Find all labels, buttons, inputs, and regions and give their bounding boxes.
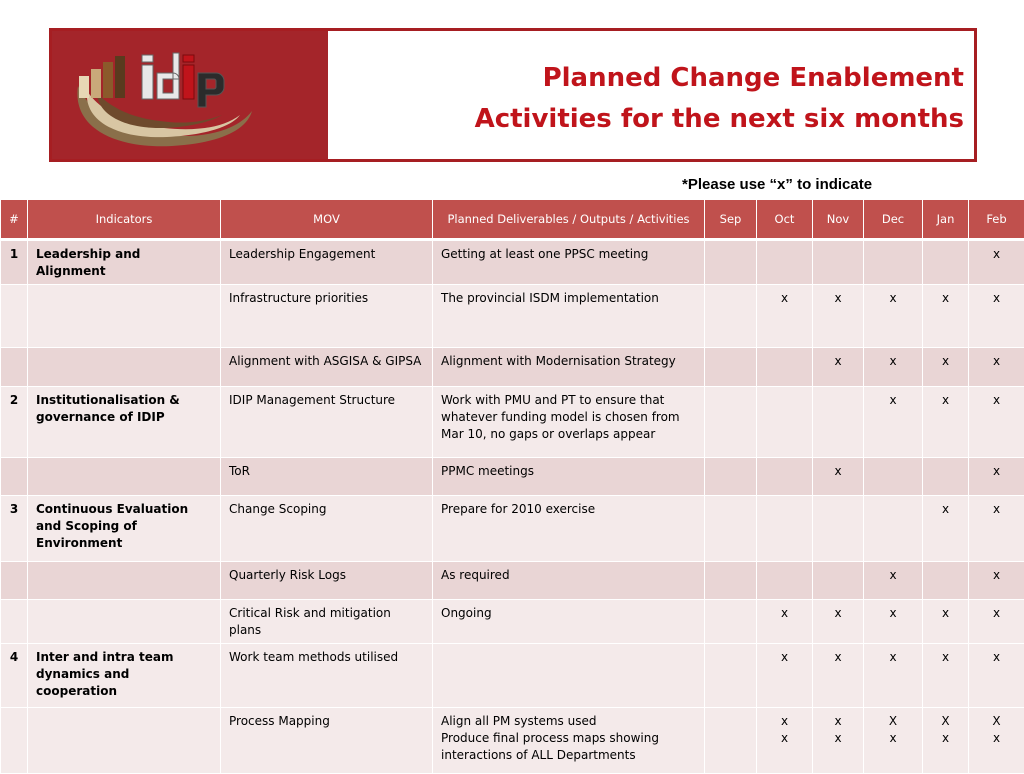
mov-cell: Process Mapping [221, 708, 433, 774]
mark-cell-dec [864, 240, 923, 285]
mark: x [765, 605, 804, 622]
row-number: 1 [1, 240, 28, 285]
deliverables-cell [433, 285, 705, 348]
mark-cell-oct [757, 644, 813, 708]
table-row [1, 600, 1024, 644]
indicator-cell [28, 600, 221, 644]
mark-cell-feb [969, 285, 1024, 348]
mark: x [931, 290, 960, 307]
mark: x [977, 463, 1016, 480]
deliverables-cell [433, 708, 705, 774]
mark: x [872, 605, 914, 622]
mark: X [872, 713, 914, 730]
mov-cell: Leadership Engagement [221, 240, 433, 285]
mark: x [977, 567, 1016, 584]
mark-cell-nov [813, 562, 864, 600]
col-header-nov: Nov [813, 200, 864, 240]
mark: x [977, 353, 1016, 370]
mark-cell-jan [923, 285, 969, 348]
deliverables-cell [433, 562, 705, 600]
mark-cell-jan [923, 496, 969, 562]
indicator-cell [28, 348, 221, 387]
table-row [1, 644, 1024, 708]
deliverables-cell [433, 240, 705, 285]
mark-cell-oct [757, 387, 813, 458]
mark-cell-nov [813, 496, 864, 562]
col-header-deliverables: Planned Deliverables / Outputs / Activities [433, 200, 705, 240]
mark-cell-feb [969, 644, 1024, 708]
mark-cell-jan [923, 387, 969, 458]
table-row [1, 348, 1024, 387]
mark: X [931, 713, 960, 730]
mark: x [977, 649, 1016, 666]
indicator-cell: Leadership and Alignment [28, 240, 221, 285]
table-row [1, 708, 1024, 774]
deliverable-line: PPMC meetings [441, 463, 696, 480]
mark-cell-dec [864, 708, 923, 774]
table-row [1, 387, 1024, 458]
mark: x [931, 392, 960, 409]
indicator-cell: Institutionalisation & governance of IDIP [28, 387, 221, 458]
indicator-cell: Continuous Evaluation and Scoping of Environment [28, 496, 221, 562]
mark-cell-sep [705, 348, 757, 387]
mark-cell-feb [969, 496, 1024, 562]
mark-cell-nov [813, 348, 864, 387]
mov-cell: Work team methods utilised [221, 644, 433, 708]
header-banner [49, 28, 977, 162]
table-row [1, 240, 1024, 285]
deliverables-cell [433, 387, 705, 458]
mark-cell-oct [757, 240, 813, 285]
mark-cell-feb [969, 240, 1024, 285]
deliverable-line: Alignment with Modernisation Strategy [441, 353, 696, 370]
row-number [1, 600, 28, 644]
mark-cell-oct [757, 285, 813, 348]
mark: x [931, 605, 960, 622]
mark-cell-oct [757, 562, 813, 600]
mov-cell: IDIP Management Structure [221, 387, 433, 458]
mark-cell-nov [813, 387, 864, 458]
activities-table [0, 199, 1024, 774]
mark-cell-dec [864, 285, 923, 348]
col-header-dec: Dec [864, 200, 923, 240]
table-row [1, 285, 1024, 348]
mark-cell-feb [969, 387, 1024, 458]
row-number [1, 458, 28, 496]
mark: x [931, 501, 960, 518]
mark: x [821, 605, 855, 622]
mark-cell-feb [969, 708, 1024, 774]
mark-cell-feb [969, 458, 1024, 496]
mark: x [872, 649, 914, 666]
mov-cell: Quarterly Risk Logs [221, 562, 433, 600]
mark-cell-dec [864, 496, 923, 562]
deliverable-line: The provincial ISDM implementation [441, 290, 696, 307]
deliverable-line: As required [441, 567, 696, 584]
mark: x [821, 713, 855, 730]
mark: x [977, 501, 1016, 518]
mark: x [765, 730, 804, 747]
mark: x [765, 290, 804, 307]
table-row [1, 562, 1024, 600]
table-row [1, 458, 1024, 496]
mark-cell-sep [705, 240, 757, 285]
mark-cell-sep [705, 285, 757, 348]
row-number [1, 562, 28, 600]
mark: x [931, 353, 960, 370]
mark-cell-dec [864, 562, 923, 600]
mark-cell-oct [757, 458, 813, 496]
row-number [1, 285, 28, 348]
row-number: 3 [1, 496, 28, 562]
table-header-row [1, 200, 1024, 240]
deliverable-line: Ongoing [441, 605, 696, 622]
mark: x [821, 463, 855, 480]
mark-cell-jan [923, 644, 969, 708]
col-header-number: # [1, 200, 28, 240]
mov-cell: Infrastructure priorities [221, 285, 433, 348]
mark: x [872, 353, 914, 370]
mark-cell-dec [864, 458, 923, 496]
row-number: 4 [1, 644, 28, 708]
mark-cell-nov [813, 600, 864, 644]
mark: x [821, 730, 855, 747]
deliverables-cell [433, 644, 705, 708]
mark-cell-sep [705, 496, 757, 562]
title-line-2: Activities for the next six months [475, 99, 964, 140]
table-row [1, 496, 1024, 562]
deliverable-line: Produce final process maps showing interactions of ALL Departments [441, 730, 696, 764]
col-header-indicators: Indicators [28, 200, 221, 240]
deliverable-line: Prepare for 2010 exercise [441, 501, 696, 518]
mov-cell: ToR [221, 458, 433, 496]
mark-cell-oct [757, 348, 813, 387]
mark: x [765, 713, 804, 730]
col-header-sep: Sep [705, 200, 757, 240]
logo-panel [52, 31, 328, 159]
indicator-cell [28, 458, 221, 496]
mark-cell-sep [705, 387, 757, 458]
mov-cell: Change Scoping [221, 496, 433, 562]
indicator-cell [28, 562, 221, 600]
mark-cell-jan [923, 708, 969, 774]
mark-cell-sep [705, 458, 757, 496]
mark-cell-nov [813, 285, 864, 348]
mark-cell-oct [757, 496, 813, 562]
mark-cell-nov [813, 708, 864, 774]
col-header-mov: MOV [221, 200, 433, 240]
mark: X [977, 713, 1016, 730]
mark-cell-oct [757, 600, 813, 644]
mark: x [872, 567, 914, 584]
row-number [1, 708, 28, 774]
deliverables-cell [433, 600, 705, 644]
mark: x [872, 730, 914, 747]
col-header-jan: Jan [923, 200, 969, 240]
mark: x [872, 290, 914, 307]
mark: x [821, 290, 855, 307]
title-line-1: Planned Change Enablement [475, 58, 964, 99]
mark-cell-feb [969, 562, 1024, 600]
mark-cell-nov [813, 458, 864, 496]
mark-cell-oct [757, 708, 813, 774]
deliverable-line: Getting at least one PPSC meeting [441, 246, 696, 263]
mark: x [931, 730, 960, 747]
page-title [475, 58, 964, 140]
mov-cell: Alignment with ASGISA & GIPSA [221, 348, 433, 387]
mark-cell-dec [864, 600, 923, 644]
mark-cell-jan [923, 240, 969, 285]
deliverable-line: Work with PMU and PT to ensure that whatever funding model is chosen from Mar 10, no gaps or overlaps appear [441, 392, 696, 443]
deliverables-cell [433, 496, 705, 562]
mark: x [765, 649, 804, 666]
mov-cell: Critical Risk and mitigation plans [221, 600, 433, 644]
mark: x [821, 649, 855, 666]
indicator-cell: Inter and intra team dynamics and cooperation [28, 644, 221, 708]
col-header-oct: Oct [757, 200, 813, 240]
mark-cell-dec [864, 348, 923, 387]
mark-cell-dec [864, 644, 923, 708]
mark: x [977, 290, 1016, 307]
mark-cell-feb [969, 600, 1024, 644]
mark: x [931, 649, 960, 666]
row-number: 2 [1, 387, 28, 458]
mark: x [977, 730, 1016, 747]
mark: x [872, 392, 914, 409]
mark-cell-feb [969, 348, 1024, 387]
deliverables-cell [433, 348, 705, 387]
idip-logo [52, 31, 328, 159]
mark-cell-sep [705, 644, 757, 708]
mark-cell-jan [923, 562, 969, 600]
mark: x [977, 246, 1016, 263]
mark: x [821, 353, 855, 370]
row-number [1, 348, 28, 387]
mark-cell-nov [813, 644, 864, 708]
indicator-cell [28, 285, 221, 348]
mark-cell-dec [864, 387, 923, 458]
mark: x [977, 605, 1016, 622]
col-header-feb: Feb [969, 200, 1024, 240]
mark-cell-jan [923, 458, 969, 496]
mark: x [977, 392, 1016, 409]
mark-cell-jan [923, 348, 969, 387]
mark-cell-jan [923, 600, 969, 644]
mark-cell-sep [705, 562, 757, 600]
indicator-cell [28, 708, 221, 774]
mark-cell-nov [813, 240, 864, 285]
instruction-note: *Please use “x” to indicate [682, 176, 872, 193]
deliverable-line: Align all PM systems used [441, 713, 696, 730]
deliverables-cell [433, 458, 705, 496]
mark-cell-sep [705, 600, 757, 644]
mark-cell-sep [705, 708, 757, 774]
